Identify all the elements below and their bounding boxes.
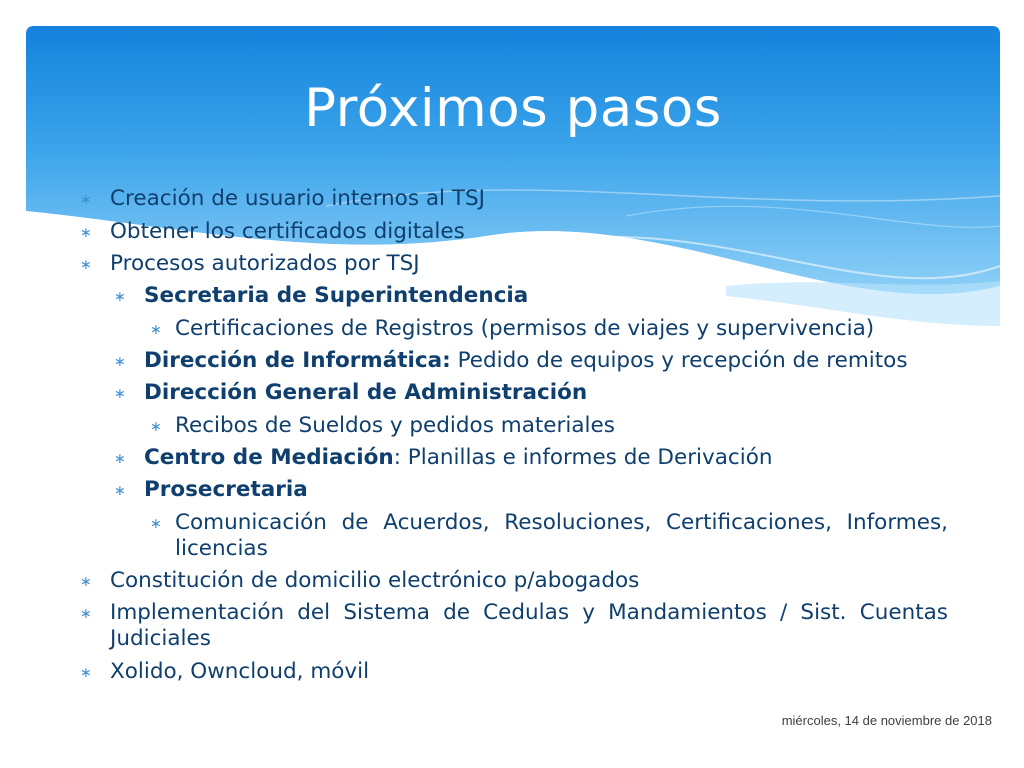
bullet-icon: ∗ [80, 191, 92, 207]
list-item [144, 445, 772, 471]
list-item [110, 251, 420, 277]
list-item-bold-label: Dirección de Informática: [144, 348, 451, 373]
bullet-icon: ∗ [80, 573, 92, 589]
list-item-text: : Planillas e informes de Derivación [393, 445, 773, 470]
list-item [144, 348, 908, 374]
list-item [110, 659, 369, 685]
list-item-bold-label: Centro de Mediación [144, 445, 394, 470]
bullet-icon: ∗ [114, 353, 126, 369]
bullet-icon: ∗ [150, 321, 162, 337]
bullet-icon: ∗ [80, 605, 92, 621]
bullet-icon: ∗ [150, 418, 162, 434]
list-item [110, 568, 639, 594]
list-item-text: Certificaciones de Registros (permisos de viajes y supervivencia) [175, 316, 875, 341]
slide-title: Próximos pasos [304, 78, 722, 139]
list-item [110, 219, 465, 245]
bullet-icon: ∗ [80, 664, 92, 680]
bullet-icon: ∗ [114, 288, 126, 304]
bullet-icon: ∗ [114, 450, 126, 466]
list-item [110, 186, 485, 212]
list-item [144, 380, 587, 406]
list-item-bold-label: Secretaria de Superintendencia [144, 283, 529, 308]
list-item-text: Pedido de equipos y recepción de remitos [450, 348, 908, 373]
list-item [144, 283, 528, 309]
list-item-text: Comunicación de Acuerdos, Resoluciones, Certificaciones, Informes, licencias [175, 510, 948, 561]
list-item [175, 510, 948, 562]
bullet-icon: ∗ [80, 256, 92, 272]
list-item [110, 600, 948, 652]
list-item [175, 316, 874, 342]
list-item-text: Procesos autorizados por TSJ [110, 251, 420, 276]
list-item-text: Recibos de Sueldos y pedidos materiales [175, 413, 615, 438]
list-item-text: Xolido, Owncloud, móvil [110, 659, 370, 684]
bullet-icon: ∗ [150, 515, 162, 531]
slide-date: miércoles, 14 de noviembre de 2018 [781, 713, 992, 728]
list-item [175, 413, 615, 439]
list-item-text: Obtener los certificados digitales [110, 219, 465, 244]
list-item-text: Implementación del Sistema de Cedulas y Mandamientos / Sist. Cuentas Judiciales [110, 600, 948, 651]
list-item-text: Constitución de domicilio electrónico p/abogados [110, 568, 640, 593]
list-item-bold-label: Prosecretaria [144, 477, 308, 502]
bullet-icon: ∗ [80, 224, 92, 240]
bullet-icon: ∗ [114, 385, 126, 401]
bullet-icon: ∗ [114, 482, 126, 498]
list-item-text: Creación de usuario internos al TSJ [110, 186, 485, 211]
list-item-bold-label: Dirección General de Administración [144, 380, 588, 405]
list-item [144, 477, 308, 503]
